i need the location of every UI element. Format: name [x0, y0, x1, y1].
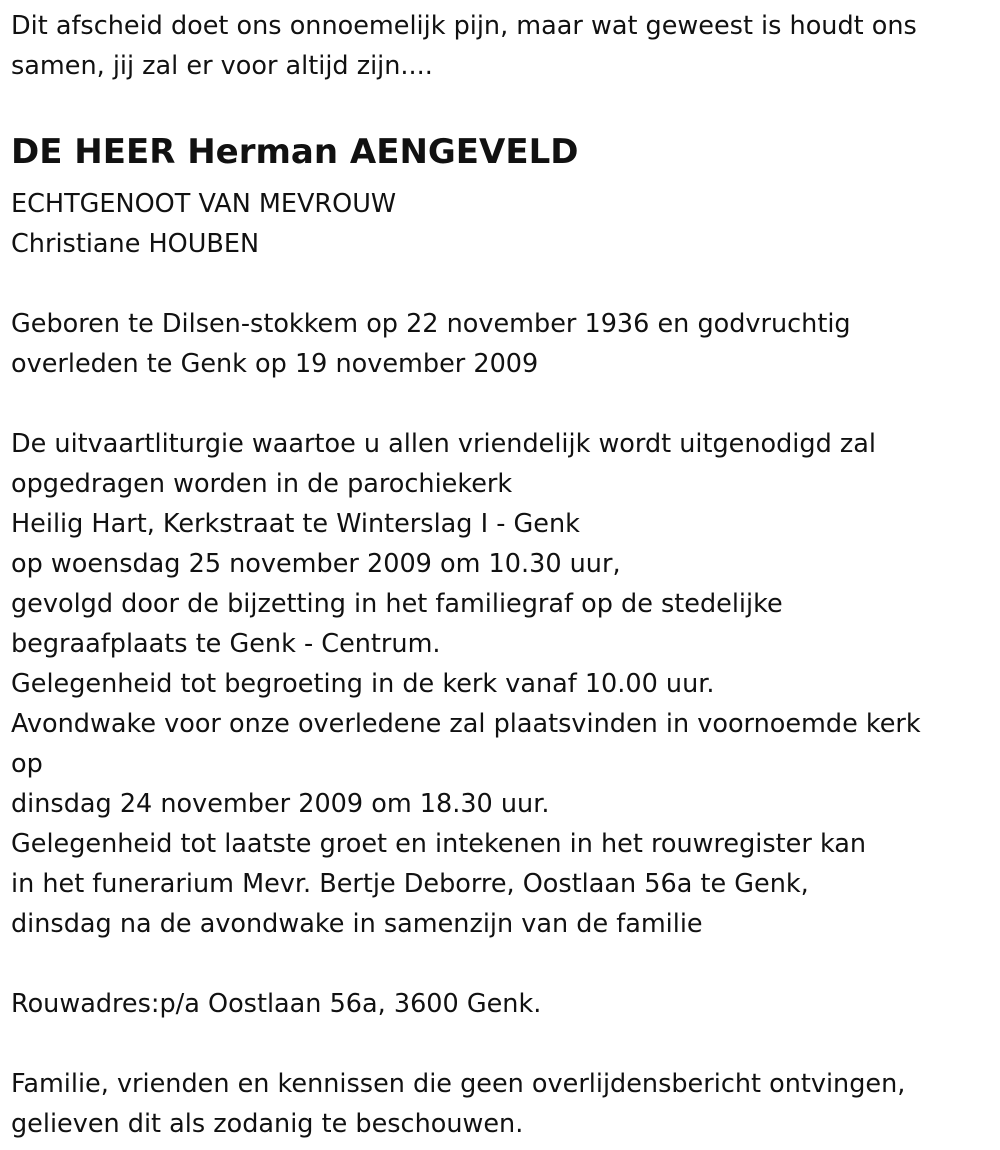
- ceremony-line: Avondwake voor onze overledene zal plaatsvinden in voornoemde kerk: [11, 709, 921, 739]
- closing-paragraph: [11, 1064, 991, 1144]
- ceremony-line: gevolgd door de bijzetting in het familiegraf op de stedelijke: [11, 589, 783, 619]
- ceremony-line: begraafplaats te Genk - Centrum.: [11, 629, 441, 659]
- mourning-address: Rouwadres:p/a Oostlaan 56a, 3600 Genk.: [11, 989, 542, 1019]
- ceremony-line: op woensdag 25 november 2009 om 10.30 uur,: [11, 549, 621, 579]
- ceremony-line: Gelegenheid tot laatste groet en intekenen in het rouwregister kan: [11, 829, 867, 859]
- intro-paragraph: [11, 6, 991, 86]
- birth-death-line: Geboren te Dilsen-stokkem op 22 november 1936 en godvruchtig: [11, 309, 851, 339]
- spouse-block: [11, 184, 991, 264]
- ceremony-line: Heilig Hart, Kerkstraat te Winterslag I - Genk: [11, 509, 580, 539]
- spouse-line: ECHTGENOOT VAN MEVROUW: [11, 189, 397, 219]
- closing-line: Familie, vrienden en kennissen die geen overlijdensbericht ontvingen,: [11, 1069, 906, 1099]
- intro-line: Dit afscheid doet ons onnoemelijk pijn, maar wat geweest is houdt ons: [11, 11, 917, 41]
- deceased-name: DE HEER Herman AENGEVELD: [11, 132, 579, 172]
- obituary-notice: [11, 6, 991, 1144]
- spacer: [11, 1024, 991, 1064]
- birth-death-paragraph: [11, 304, 991, 384]
- ceremony-line: opgedragen worden in de parochiekerk: [11, 469, 513, 499]
- ceremony-paragraph: [11, 424, 991, 944]
- closing-line: gelieven dit als zodanig te beschouwen.: [11, 1109, 524, 1139]
- ceremony-line: dinsdag na de avondwake in samenzijn van de familie: [11, 909, 703, 939]
- ceremony-line: dinsdag 24 november 2009 om 18.30 uur.: [11, 789, 550, 819]
- ceremony-line: in het funerarium Mevr. Bertje Deborre, Oostlaan 56a te Genk,: [11, 869, 809, 899]
- intro-line: samen, jij zal er voor altijd zijn....: [11, 51, 433, 81]
- ceremony-line: De uitvaartliturgie waartoe u allen vriendelijk wordt uitgenodigd zal: [11, 429, 876, 459]
- ceremony-line: Gelegenheid tot begroeting in de kerk vanaf 10.00 uur.: [11, 669, 715, 699]
- spacer: [11, 944, 991, 984]
- spacer: [11, 384, 991, 424]
- spacer: [11, 264, 991, 304]
- birth-death-line: overleden te Genk op 19 november 2009: [11, 349, 539, 379]
- spouse-line: Christiane HOUBEN: [11, 229, 260, 259]
- ceremony-line: op: [11, 749, 43, 779]
